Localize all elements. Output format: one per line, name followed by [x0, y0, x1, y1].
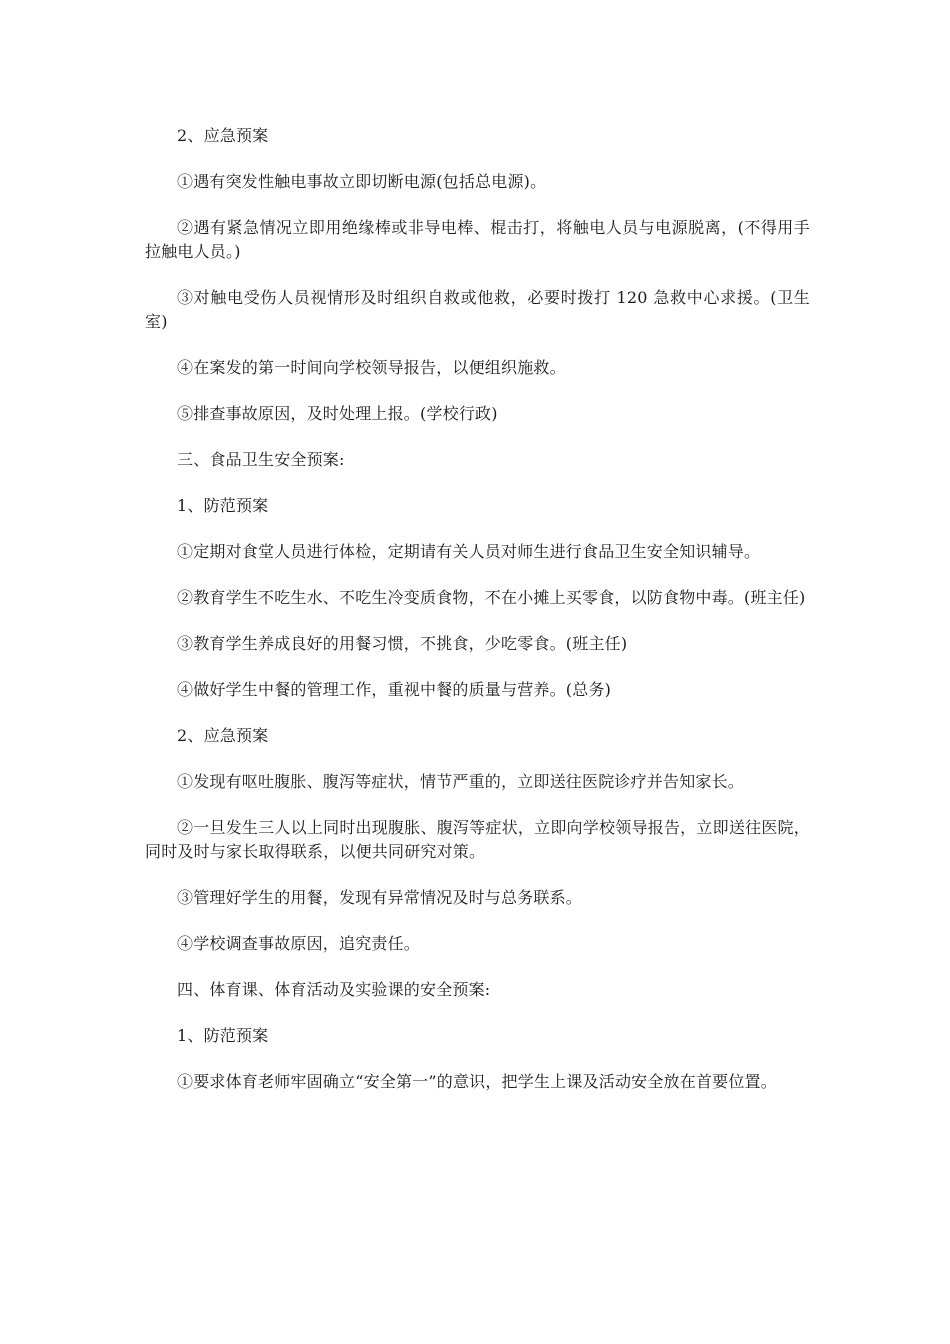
- paragraph: ④学校调查事故原因，追究责任。: [177, 934, 421, 953]
- paragraph: ③对触电受伤人员视情形及时组织自救或他救，必要时拨打 120 急救中心求援。(卫生室): [145, 288, 810, 331]
- paragraph: ⑤排查事故原因，及时处理上报。(学校行政): [177, 404, 498, 423]
- section-heading: 四、体育课、体育活动及实验课的安全预案:: [177, 980, 491, 999]
- paragraph: ④在案发的第一时间向学校领导报告，以便组织施救。: [177, 358, 566, 377]
- section-heading: 2、应急预案: [177, 126, 269, 145]
- paragraph: ①要求体育老师牢固确立“安全第一”的意识，把学生上课及活动安全放在首要位置。: [177, 1072, 777, 1091]
- paragraph: ②遇有紧急情况立即用绝缘棒或非导电棒、棍击打，将触电人员与电源脱离，(不得用手拉触电人员。): [145, 218, 810, 261]
- paragraph: ①发现有呕吐腹胀、腹泻等症状，情节严重的，立即送往医院诊疗并告知家长。: [177, 772, 745, 791]
- paragraph: ②一旦发生三人以上同时出现腹胀、腹泻等症状，立即向学校领导报告，立即送往医院，同时及时与家长取得联系，以便共同研究对策。: [145, 818, 810, 861]
- section-heading: 三、食品卫生安全预案:: [177, 450, 345, 469]
- section-heading: 2、应急预案: [177, 726, 269, 745]
- paragraph: ④做好学生中餐的管理工作，重视中餐的质量与营养。(总务): [177, 680, 612, 699]
- paragraph: ③管理好学生的用餐，发现有异常情况及时与总务联系。: [177, 888, 583, 907]
- paragraph: ③教育学生养成良好的用餐习惯，不挑食，少吃零食。(班主任): [177, 634, 628, 653]
- section-heading: 1、防范预案: [177, 1026, 269, 1045]
- paragraph: ①定期对食堂人员进行体检，定期请有关人员对师生进行食品卫生安全知识辅导。: [177, 542, 761, 561]
- paragraph: ②教育学生不吃生水、不吃生冷变质食物，不在小摊上买零食，以防食物中毒。(班主任): [177, 588, 806, 607]
- document-body: [145, 124, 810, 1116]
- paragraph: ①遇有突发性触电事故立即切断电源(包括总电源)。: [177, 172, 547, 191]
- section-heading: 1、防范预案: [177, 496, 269, 515]
